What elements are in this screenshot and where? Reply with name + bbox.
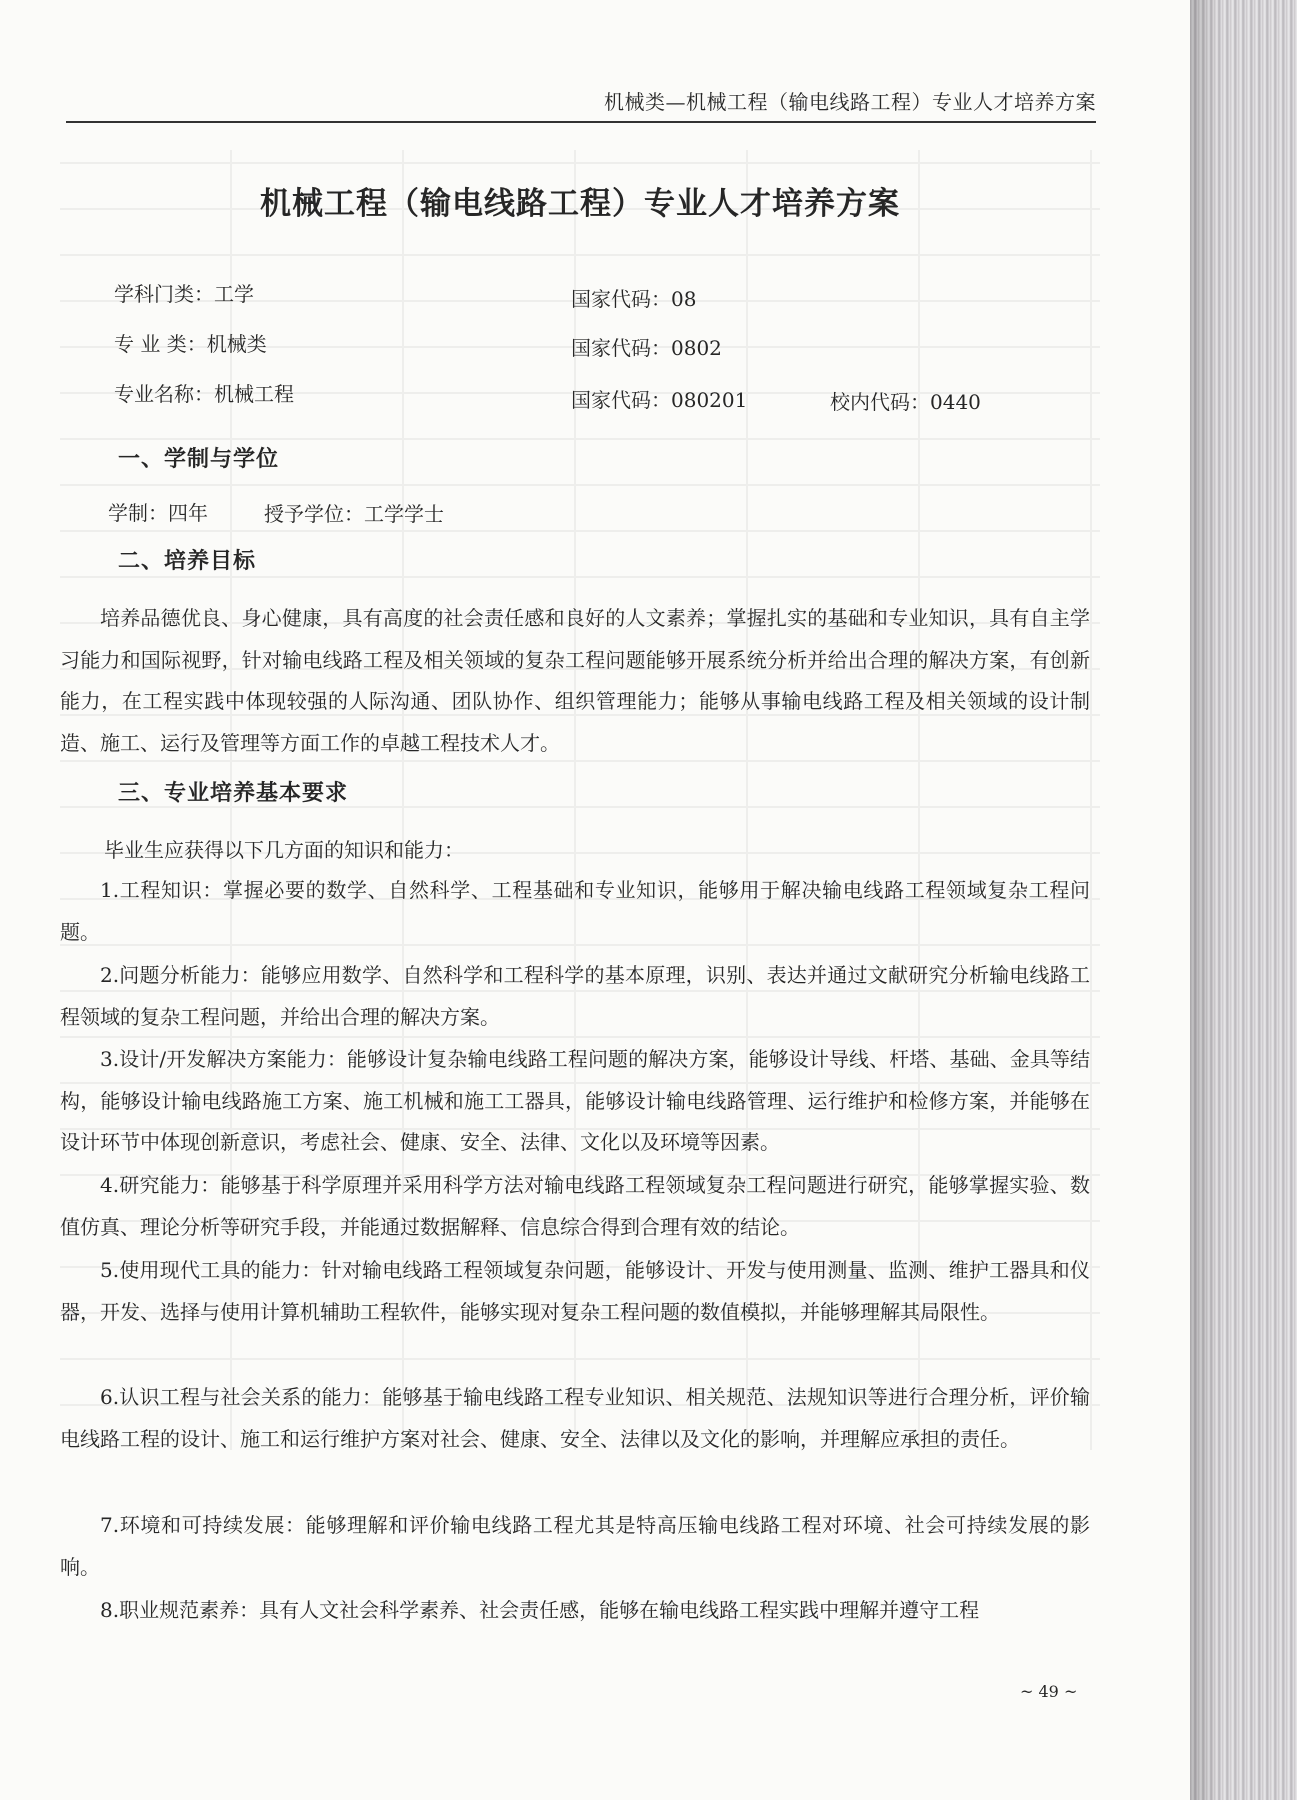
requirement-item-8: 8.职业规范素养：具有人文社会科学素养、社会责任感，能够在输电线路工程实践中理解并遵守工程: [100, 1598, 980, 1622]
page-number: ~ 49 ~: [1020, 1682, 1078, 1701]
requirement-item-7: 7.环境和可持续发展：能够理解和评价输电线路工程尤其是特高压输电线路工程对环境、社会可持续发展的影响。: [60, 1513, 1090, 1579]
requirement-item-1: 1.工程知识：掌握必要的数学、自然科学、工程基础和专业知识，能够用于解决输电线路工程领域复杂工程问题。: [60, 878, 1090, 944]
requirement-item-4: 4.研究能力：能够基于科学原理并采用科学方法对输电线路工程领域复杂工程问题进行研究，能够掌握实验、数值仿真、理论分析等研究手段，并能通过数据解释、信息综合得到合理有效的结论。: [60, 1173, 1090, 1239]
document-title: 机械工程（输电线路工程）专业人才培养方案: [260, 186, 900, 222]
meta-school-code: 校内代码：0440: [830, 390, 981, 414]
requirement-item-3: 3.设计/开发解决方案能力：能够设计复杂输电线路工程问题的解决方案，能够设计导线、杆塔、基础、金具等结构，能够设计输电线路施工方案、施工机械和施工工器具，能够设计输电线路管理、运行维护和检修方案，并能够在设计环节中体现创新意识，考虑社会、健康、安全、法律、文化以及环境等因素。: [60, 1047, 1090, 1154]
meta-discipline: 学科门类：工学: [114, 282, 254, 306]
training-objective-paragraph: 培养品德优良、身心健康，具有高度的社会责任感和良好的人文素养；掌握扎实的基础和专业知识，具有自主学习能力和国际视野，针对输电线路工程及相关领域的复杂工程问题能够开展系统分析并给出合理的解决方案，有创新能力，在工程实践中体现较强的人际沟通、团队协作、组织管理能力；能够从事输电线路工程及相关领域的设计制造、施工、运行及管理等方面工作的卓越工程技术人才。: [60, 606, 1090, 755]
book-page-edges: [1190, 0, 1297, 1800]
meta-major: 专业名称：机械工程: [114, 382, 294, 406]
requirement-item-2: 2.问题分析能力：能够应用数学、自然科学和工程科学的基本原理，识别、表达并通过文献研究分析输电线路工程领域的复杂工程问题，并给出合理的解决方案。: [60, 963, 1090, 1029]
requirement-item-5: 5.使用现代工具的能力：针对输电线路工程领域复杂问题，能够设计、开发与使用测量、监测、维护工器具和仪器，开发、选择与使用计算机辅助工程软件，能够实现对复杂工程问题的数值模拟，并能够理解其局限性。: [60, 1258, 1090, 1324]
meta-category: 专 业 类：机械类: [114, 332, 267, 356]
meta-major-code: 国家代码：080201: [571, 388, 748, 412]
section3-heading: 三、专业培养基本要求: [118, 780, 349, 806]
section1-heading: 一、学制与学位: [118, 446, 280, 472]
requirements-intro: 毕业生应获得以下几方面的知识和能力：: [104, 838, 464, 862]
degree-awarded: 授予学位：工学学士: [264, 502, 444, 526]
study-duration: 学制：四年: [108, 501, 208, 525]
meta-category-code: 国家代码：0802: [571, 336, 722, 360]
running-header: 机械类—机械工程（输电线路工程）专业人才培养方案: [66, 86, 1096, 123]
meta-discipline-code: 国家代码：08: [571, 287, 697, 311]
section2-heading: 二、培养目标: [118, 548, 257, 574]
requirement-item-6: 6.认识工程与社会关系的能力：能够基于输电线路工程专业知识、相关规范、法规知识等进行合理分析，评价输电线路工程的设计、施工和运行维护方案对社会、健康、安全、法律以及文化的影响，并理解应承担的责任。: [60, 1385, 1090, 1451]
